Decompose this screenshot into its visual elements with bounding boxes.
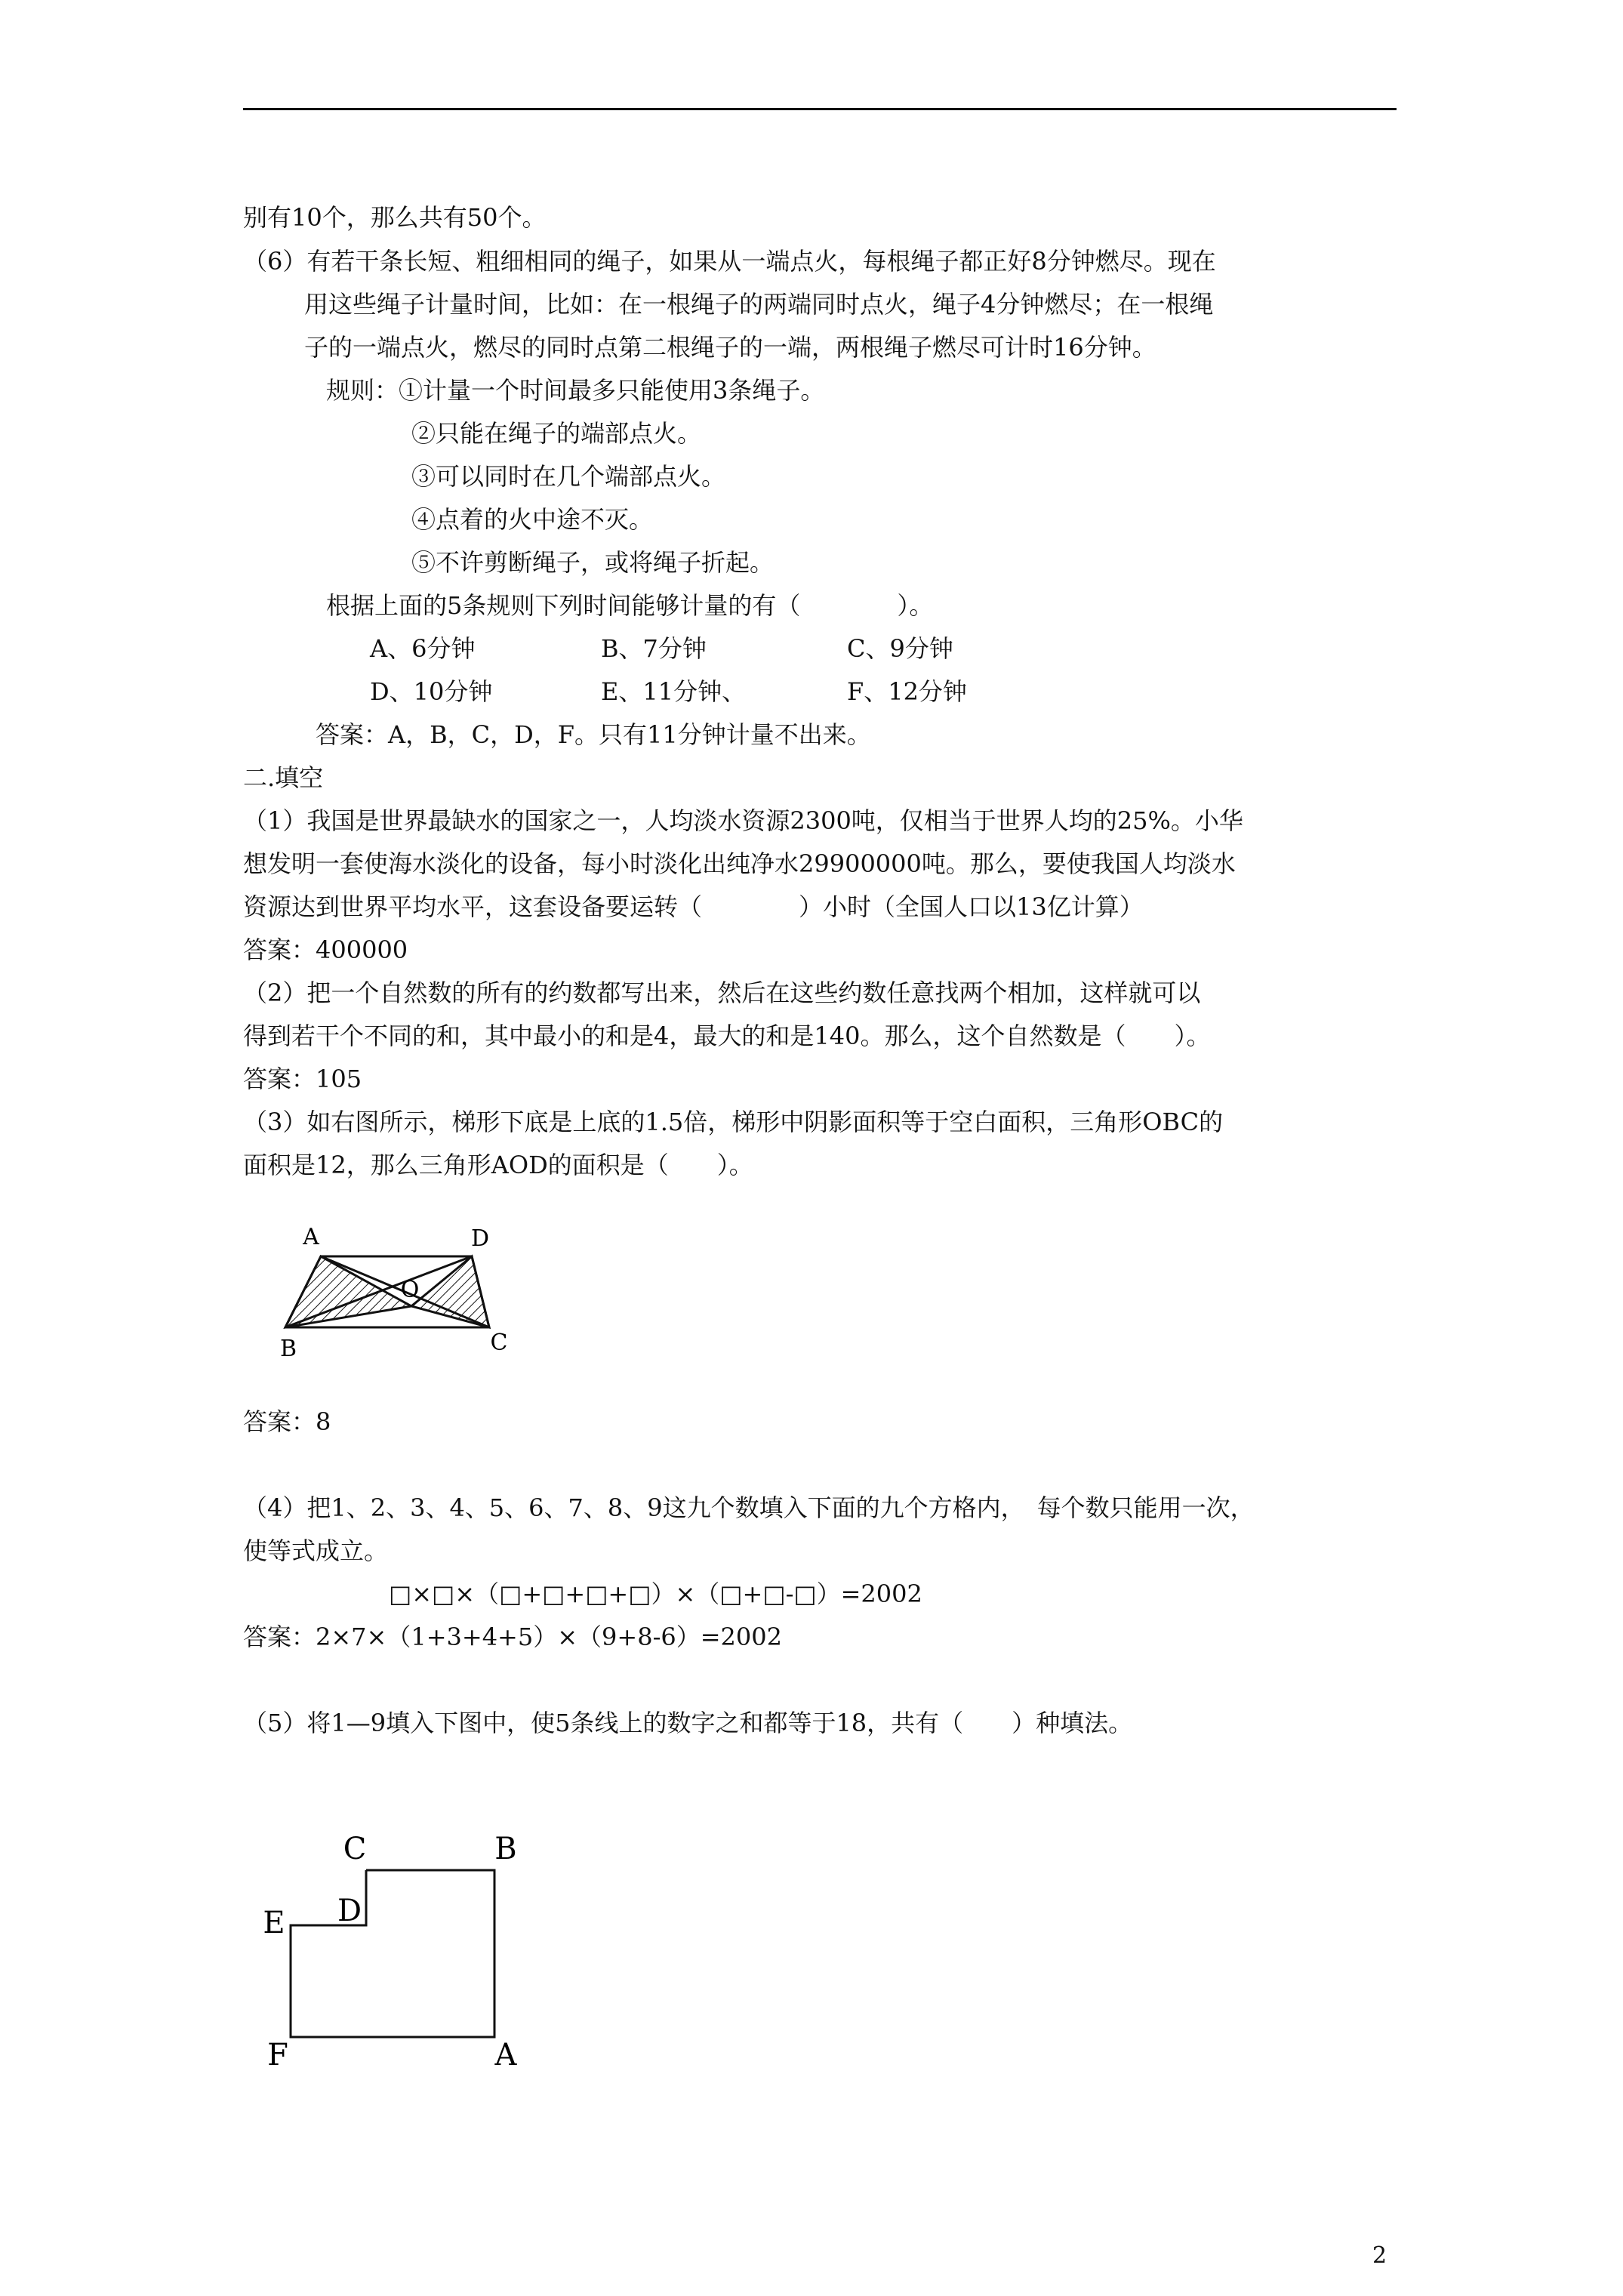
label-c: C bbox=[343, 1832, 367, 1866]
question-4-line: （4）把1、2、3、4、5、6、7、8、9这九个数填入下面的九个方格内， 每个数只能用一次， bbox=[243, 1493, 1255, 1522]
text-line: 别有10个，那么共有50个。 bbox=[243, 203, 547, 232]
question-1-line: 想发明一套使海水淡化的设备，每小时淡化出纯净水29900000吨。那么，要使我国人均淡水 bbox=[243, 849, 1236, 878]
label-d: D bbox=[470, 1225, 490, 1252]
answer-line: 答案：2×7×（1+3+4+5）×（9+8-6）=2002 bbox=[243, 1623, 782, 1651]
label-a: A bbox=[494, 2038, 517, 2073]
rule-line: ④点着的火中途不灭。 bbox=[411, 505, 654, 534]
question-2-line: 得到若干个不同的和，其中最小的和是4，最大的和是140。那么，这个自然数是（ ）。 bbox=[243, 1022, 1211, 1050]
page-number: 2 bbox=[1372, 2242, 1387, 2269]
label-a: A bbox=[303, 1224, 319, 1250]
question-6-line: 子的一端点火，燃尽的同时点第二根绳子的一端，两根绳子燃尽可计时16分钟。 bbox=[304, 333, 1156, 362]
answer-line: 答案：A，B，C，D，F。只有11分钟计量不出来。 bbox=[316, 720, 871, 749]
label-b: B bbox=[279, 1336, 297, 1362]
option-e: E、11分钟、 bbox=[601, 677, 747, 706]
label-e: E bbox=[263, 1906, 285, 1940]
question-3-line: 面积是12，那么三角形AOD的面积是（ ）。 bbox=[243, 1151, 753, 1179]
equation-line: □×□×（□+□+□+□）×（□+□-□）=2002 bbox=[389, 1579, 922, 1608]
header-rule bbox=[243, 108, 1397, 110]
question-2-line: （2）把一个自然数的所有的约数都写出来，然后在这些约数任意找两个相加，这样就可以 bbox=[243, 978, 1201, 1007]
option-a: A、6分钟 bbox=[370, 634, 476, 663]
answer-line: 答案：8 bbox=[243, 1407, 331, 1436]
option-d: D、10分钟 bbox=[370, 677, 493, 706]
question-4-line: 使等式成立。 bbox=[243, 1536, 389, 1565]
question-prompt: 根据上面的5条规则下列时间能够计量的有（ ）。 bbox=[326, 591, 934, 620]
label-c: C bbox=[490, 1330, 508, 1356]
question-6-line: 用这些绳子计量时间，比如：在一根绳子的两端同时点火，绳子4分钟燃尽；在一根绳 bbox=[304, 290, 1214, 319]
option-b: B、7分钟 bbox=[601, 634, 707, 663]
trapezoid-figure bbox=[249, 1200, 551, 1379]
question-1-line: （1）我国是世界最缺水的国家之一，人均淡水资源2300吨，仅相当于世界人均的25%。小华 bbox=[243, 806, 1243, 835]
option-c: C、9分钟 bbox=[847, 634, 953, 663]
rule-line: 规则：①计量一个时间最多只能使用3条绳子。 bbox=[326, 376, 825, 405]
answer-line: 答案：400000 bbox=[243, 935, 408, 964]
rule-line: ⑤不许剪断绳子，或将绳子折起。 bbox=[411, 548, 775, 577]
label-f: F bbox=[267, 2038, 288, 2073]
label-d: D bbox=[337, 1894, 362, 1928]
question-1-line: 资源达到世界平均水平，这套设备要运转（ ）小时（全国人口以13亿计算） bbox=[243, 892, 1144, 921]
label-o: O bbox=[400, 1277, 420, 1303]
step-shape-figure bbox=[249, 1827, 566, 2076]
section-heading: 二.填空 bbox=[243, 763, 324, 792]
rule-line: ②只能在绳子的端部点火。 bbox=[411, 419, 702, 448]
rule-line: ③可以同时在几个端部点火。 bbox=[411, 462, 726, 491]
option-f: F、12分钟 bbox=[847, 677, 967, 706]
label-b: B bbox=[494, 1832, 517, 1866]
answer-line: 答案：105 bbox=[243, 1065, 362, 1093]
question-6-line: （6）有若干条长短、粗细相同的绳子，如果从一端点火，每根绳子都正好8分钟燃尽。现在 bbox=[243, 247, 1216, 276]
question-5-line: （5）将1—9填入下图中，使5条线上的数字之和都等于18，共有（ ）种填法。 bbox=[243, 1709, 1133, 1737]
question-3-line: （3）如右图所示，梯形下底是上底的1.5倍，梯形中阴影面积等于空白面积，三角形OBC的 bbox=[243, 1108, 1224, 1136]
